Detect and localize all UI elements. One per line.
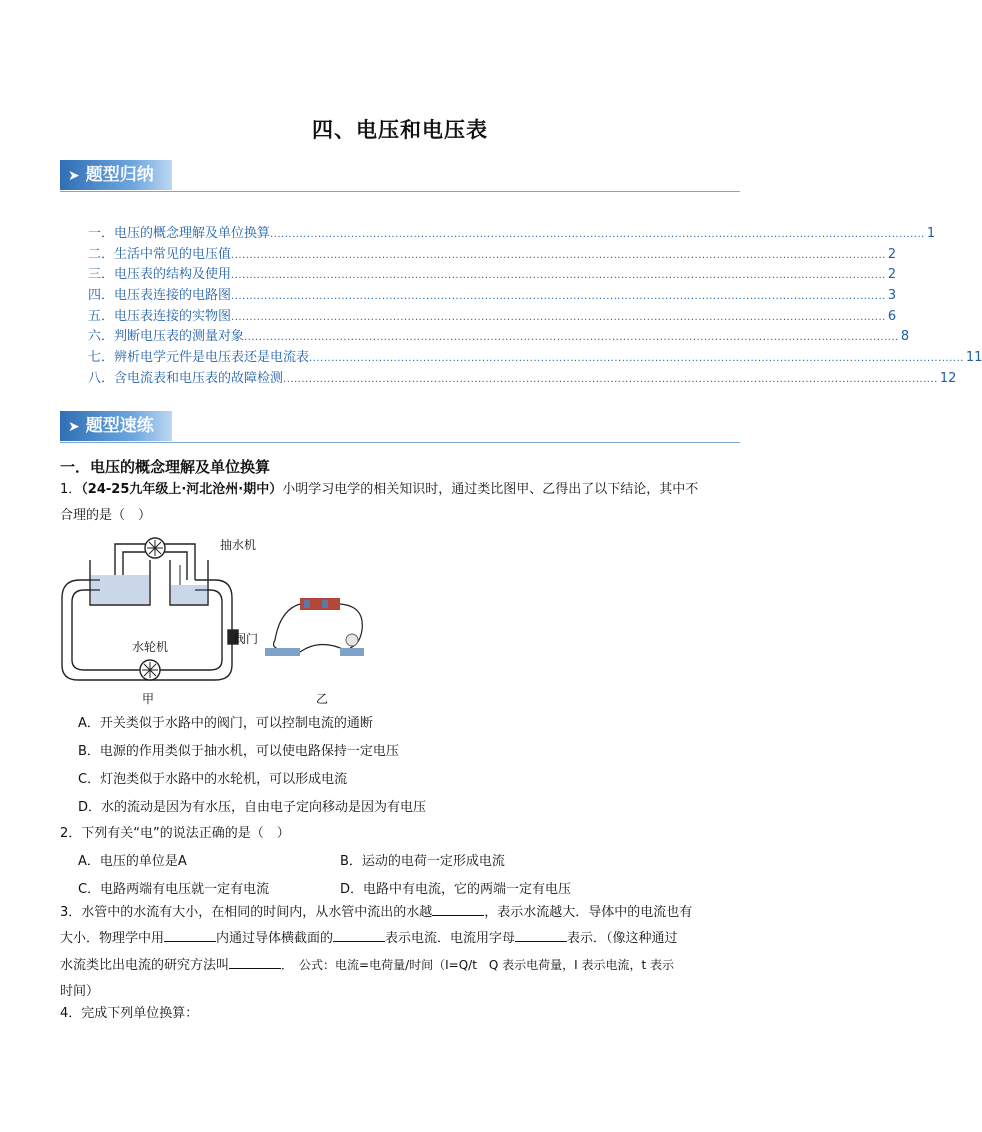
banner-rule	[60, 442, 740, 443]
toc-leader: ..................................................................................................................................................................................	[231, 311, 886, 323]
banner-practice	[60, 411, 740, 441]
question-4-stem: 4．完成下列单位换算：	[60, 1006, 199, 1021]
toc-label: 六．判断电压表的测量对象	[88, 329, 245, 345]
banner-rule	[60, 191, 740, 192]
pump-label: 抽水机	[220, 538, 257, 552]
question-text: ，表示水流越大．导体中的电流也有	[484, 905, 693, 920]
answer-blank[interactable]	[164, 929, 216, 942]
banner-summary-tag	[60, 160, 172, 190]
answer-blank[interactable]	[333, 929, 385, 942]
question-source: （24-25九年级上·河北沧州·期中）	[81, 482, 283, 497]
toc-item[interactable]	[88, 222, 936, 243]
toc-item[interactable]	[88, 325, 910, 346]
toc-label: 七．辨析电学元件是电压表还是电流表	[88, 350, 310, 366]
toc-leader: ..................................................................................................................................................................................	[283, 373, 938, 385]
toc-label: 二．生活中常见的电压值	[88, 246, 232, 262]
toc-leader: ..................................................................................................................................................................................	[231, 249, 886, 261]
answer-blank[interactable]	[229, 956, 281, 969]
figure-yi-label: 乙	[316, 692, 329, 706]
q1-option-c[interactable]: C．灯泡类似于水路中的水轮机，可以形成电流	[78, 772, 348, 787]
toc-page: 2	[887, 246, 897, 262]
question-text: 合理的是（ ）	[60, 508, 152, 523]
answer-blank[interactable]	[432, 903, 484, 916]
toc-page: 11	[965, 350, 982, 366]
section-heading: 一．电压的概念理解及单位换算	[60, 458, 271, 476]
question-text: 表示．（像这种通过	[567, 931, 678, 946]
q1-option-a[interactable]: A．开关类似于水路中的阀门，可以控制电流的通断	[78, 716, 373, 731]
toc-label: 一．电压的概念理解及单位换算	[88, 226, 271, 241]
q1-option-d[interactable]: D．水的流动是因为有水压，自由电子定向移动是因为有电压	[78, 800, 427, 815]
toc-leader: ..................................................................................................................................................................................	[309, 353, 964, 365]
valve-label: 阀门	[234, 632, 259, 646]
toc-item[interactable]	[88, 346, 982, 367]
water-circuit-diagram	[60, 530, 400, 706]
question-2-stem: 2．下列有关“电”的说法正确的是（ ）	[60, 826, 290, 841]
toc-page: 8	[900, 329, 910, 345]
toc-page: 1	[926, 226, 936, 241]
page-title: 四、电压和电压表	[312, 118, 488, 142]
banner-summary-label: 题型归纳	[85, 165, 154, 185]
question-text: 水流类比出电流的研究方法叫	[60, 958, 230, 973]
turbine-label: 水轮机	[132, 640, 169, 654]
question-text: 表示电流．电流用字母	[385, 931, 516, 946]
question-text: 内通过导体横截面的	[216, 931, 334, 946]
toc-item[interactable]	[88, 243, 897, 264]
toc-label: 三．电压表的结构及使用	[88, 267, 232, 283]
toc-leader: ..................................................................................................................................................................................	[270, 229, 925, 240]
question-number: 1．	[60, 482, 82, 497]
chevron-right-icon: ➤	[68, 419, 80, 435]
banner-practice-tag	[60, 411, 172, 441]
banner-practice-label: 题型速练	[85, 416, 154, 436]
figure-jia-label: 甲	[142, 692, 155, 706]
toc-label: 四．电压表连接的电路图	[88, 288, 232, 304]
toc-page: 12	[939, 370, 957, 386]
toc-item[interactable]	[88, 263, 897, 284]
toc-item[interactable]	[88, 284, 897, 305]
toc-page: 2	[887, 267, 897, 283]
toc-label: 八．含电流表和电压表的故障检测	[88, 370, 284, 386]
toc-page: 3	[887, 288, 897, 304]
question-text: 时间）	[60, 984, 100, 999]
q2-option-d[interactable]: D．电路中有电流，它的两端一定有电压	[340, 882, 572, 897]
question-3	[60, 900, 740, 1005]
chevron-right-icon: ➤	[68, 168, 80, 184]
q2-option-a[interactable]: A．电压的单位是A	[78, 854, 187, 869]
toc-item[interactable]	[88, 367, 957, 388]
toc-leader: ..................................................................................................................................................................................	[231, 270, 886, 282]
question-text: ． 公式：电流=电荷量/时间（I=Q/t Q 表示电荷量，I 表示电流，t 表示	[281, 958, 675, 972]
toc-leader: ..................................................................................................................................................................................	[244, 332, 899, 344]
answer-blank[interactable]	[515, 929, 567, 942]
question-1-figure	[60, 530, 400, 706]
q2-option-c[interactable]: C．电路两端有电压就一定有电流	[78, 882, 270, 897]
toc-item[interactable]	[88, 305, 897, 326]
toc-label: 五．电压表连接的实物图	[88, 308, 232, 324]
q2-option-b[interactable]: B．运动的电荷一定形成电流	[340, 854, 505, 869]
question-text: 小明学习电学的相关知识时，通过类比图甲、乙得出了以下结论，其中不	[282, 482, 699, 497]
question-text: 3．水管中的水流有大小，在相同的时间内，从水管中流出的水越	[60, 905, 433, 920]
banner-summary	[60, 160, 740, 190]
toc-page: 6	[887, 308, 897, 324]
q1-option-b[interactable]: B．电源的作用类似于抽水机，可以使电路保持一定电压	[78, 744, 399, 759]
toc-leader: ..................................................................................................................................................................................	[231, 291, 886, 303]
question-1-stem	[60, 477, 740, 529]
question-text: 大小．物理学中用	[60, 931, 165, 946]
table-of-contents	[88, 222, 982, 388]
